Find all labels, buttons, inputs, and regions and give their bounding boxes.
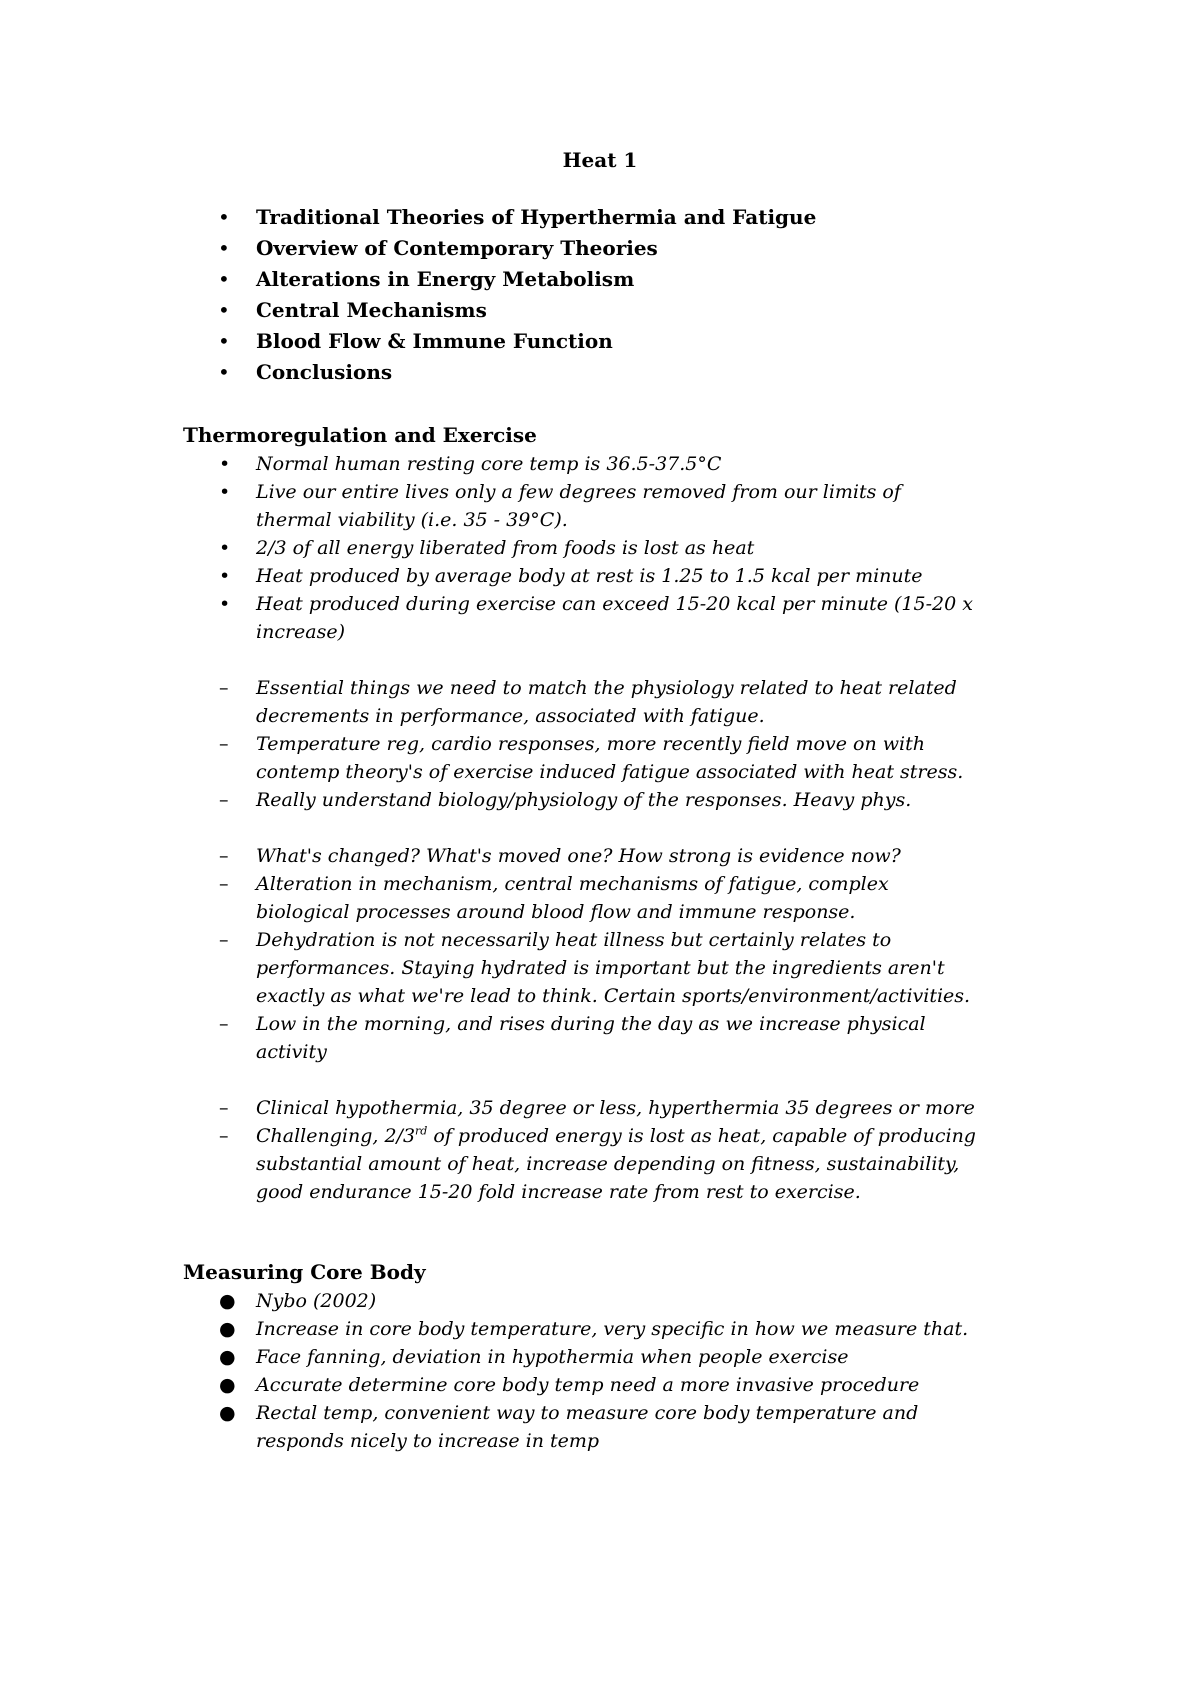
dash-icon: – <box>219 789 229 811</box>
outline-item: • Blood Flow & Immune Function <box>218 326 816 357</box>
list-item: – Alteration in mechanism, central mechanisms of fatigue, complex biological processes around blood flow and immune response. <box>183 870 976 926</box>
thermo-bullets <box>183 450 1043 1206</box>
bullet-icon: • <box>219 453 231 475</box>
list-item: • Heat produced during exercise can exceed 15-20 kcal per minute (15-20 x increase) <box>183 590 976 646</box>
dash-icon: – <box>219 929 229 951</box>
list-item: – Really understand biology/physiology of the responses. Heavy phys. <box>183 786 976 814</box>
outline-item: • Central Mechanisms <box>218 295 816 326</box>
dash-icon: – <box>219 1097 229 1119</box>
bullet-icon: • <box>219 565 231 587</box>
list-item: – Low in the morning, and rises during the day as we increase physical activity <box>183 1010 976 1066</box>
outline-list <box>218 202 816 388</box>
round-bullet-icon: ● <box>219 1290 236 1312</box>
dash-icon: – <box>219 1125 229 1147</box>
list-item: ● Rectal temp, convenient way to measure core body temperature and responds nicely to increase in temp <box>183 1399 976 1455</box>
dash-icon: – <box>219 873 229 895</box>
round-bullet-icon: ● <box>219 1318 236 1340</box>
list-item: • 2/3 of all energy liberated from foods is lost as heat <box>183 534 976 562</box>
list-item: – Dehydration is not necessarily heat illness but certainly relates to performances. Staying hydrated is important but the ingredients aren't exactly as what we're lead to think. Certain sports/environment/activities. <box>183 926 976 1010</box>
page-title: Heat 1 <box>562 148 638 172</box>
section-heading: Thermoregulation and Exercise <box>183 423 537 447</box>
outline-item: • Alterations in Energy Metabolism <box>218 264 816 295</box>
outline-item: • Conclusions <box>218 357 816 388</box>
outline-item: • Traditional Theories of Hyperthermia and Fatigue <box>218 202 816 233</box>
dash-icon: – <box>219 845 229 867</box>
thermoregulation-section <box>183 420 1043 1206</box>
list-item: ● Increase in core body temperature, very specific in how we measure that. <box>183 1315 976 1343</box>
list-item: • Heat produced by average body at rest is 1.25 to 1.5 kcal per minute <box>183 562 976 590</box>
list-item: • Live our entire lives only a few degrees removed from our limits of thermal viability (i.e. 35 - 39°C). <box>183 478 976 534</box>
measuring-bullets <box>183 1287 1043 1455</box>
dash-icon: – <box>219 733 229 755</box>
list-item: ● Face fanning, deviation in hypothermia when people exercise <box>183 1343 976 1371</box>
bullet-icon: • <box>219 481 231 503</box>
list-item: – Essential things we need to match the physiology related to heat related decrements in performance, associated with fatigue. <box>183 674 976 730</box>
list-item: ● Nybo (2002) <box>183 1287 976 1315</box>
round-bullet-icon: ● <box>219 1402 236 1424</box>
round-bullet-icon: ● <box>219 1346 236 1368</box>
list-item: ● Accurate determine core body temp need a more invasive procedure <box>183 1371 976 1399</box>
list-item: – Clinical hypothermia, 35 degree or less, hyperthermia 35 degrees or more <box>183 1094 976 1122</box>
list-item: • Normal human resting core temp is 36.5-37.5°C <box>183 450 976 478</box>
dash-icon: – <box>219 677 229 699</box>
round-bullet-icon: ● <box>219 1374 236 1396</box>
bullet-icon: • <box>219 537 231 559</box>
dash-icon: – <box>219 1013 229 1035</box>
section-heading: Measuring Core Body <box>183 1260 426 1284</box>
bullet-icon: • <box>219 593 231 615</box>
measuring-section <box>183 1257 1043 1455</box>
list-item: – What's changed? What's moved one? How strong is evidence now? <box>183 842 976 870</box>
list-item: – Temperature reg, cardio responses, more recently field move on with contemp theory's of exercise induced fatigue associated with heat stress. <box>183 730 976 786</box>
outline-item: • Overview of Contemporary Theories <box>218 233 816 264</box>
list-item: – Challenging, 2/3rd of produced energy is lost as heat, capable of producing substantial amount of heat, increase depending on fitness, sustainability, good endurance 15-20 fold increase rate from rest to exercise. <box>183 1122 976 1206</box>
